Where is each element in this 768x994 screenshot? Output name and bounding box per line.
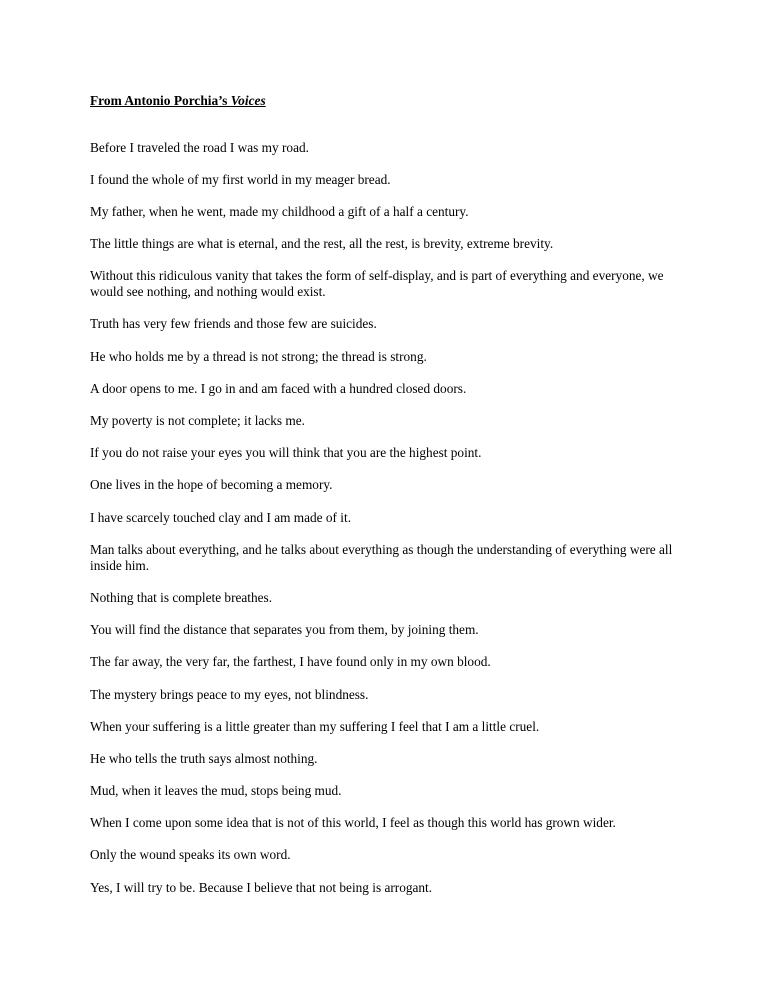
title-book-name: Voices (230, 93, 266, 108)
aphorism: Without this ridiculous vanity that takes the form of self-display, and is part of everything and everyone, we would see nothing, and nothing would exist. (90, 268, 664, 300)
aphorism: I have scarcely touched clay and I am made of it. (90, 509, 352, 525)
aphorism: A door opens to me. I go in and am faced with a hundred closed doors. (90, 380, 467, 396)
aphorism: My father, when he went, made my childhood a gift of a half a century. (90, 203, 469, 219)
aphorism: The far away, the very far, the farthest, I have found only in my own blood. (90, 654, 491, 670)
aphorism: When your suffering is a little greater than my suffering I feel that I am a little cruel. (90, 718, 540, 734)
aphorism: Man talks about everything, and he talks about everything as though the understanding of everything were all inside him. (90, 541, 673, 573)
aphorism: When I come upon some idea that is not of this world, I feel as though this world has grown wider. (90, 815, 616, 831)
aphorism: Only the wound speaks its own word. (90, 847, 291, 863)
aphorism: One lives in the hope of becoming a memory. (90, 477, 333, 493)
aphorism: I found the whole of my first world in my meager bread. (90, 171, 391, 187)
aphorism: Yes, I will try to be. Because I believe that not being is arrogant. (90, 879, 433, 895)
aphorism: Nothing that is complete breathes. (90, 589, 273, 605)
aphorism: My poverty is not complete; it lacks me. (90, 413, 305, 428)
aphorism: Mud, when it leaves the mud, stops being mud. (90, 783, 342, 799)
aphorism-list (90, 140, 690, 912)
aphorism: The mystery brings peace to my eyes, not blindness. (90, 686, 369, 702)
aphorism: He who tells the truth says almost nothing. (90, 750, 318, 766)
title-prefix: From Antonio Porchia’s (90, 93, 231, 108)
aphorism: The little things are what is eternal, and the rest, all the rest, is brevity, extreme brevity. (90, 236, 554, 252)
aphorism: If you do not raise your eyes you will think that you are the highest point. (90, 445, 482, 461)
aphorism: Before I traveled the road I was my road. (90, 139, 309, 155)
document-title (90, 93, 266, 109)
aphorism: He who holds me by a thread is not strong; the thread is strong. (90, 348, 427, 364)
aphorism: You will find the distance that separates you from them, by joining them. (90, 622, 479, 638)
aphorism: Truth has very few friends and those few are suicides. (90, 316, 377, 332)
